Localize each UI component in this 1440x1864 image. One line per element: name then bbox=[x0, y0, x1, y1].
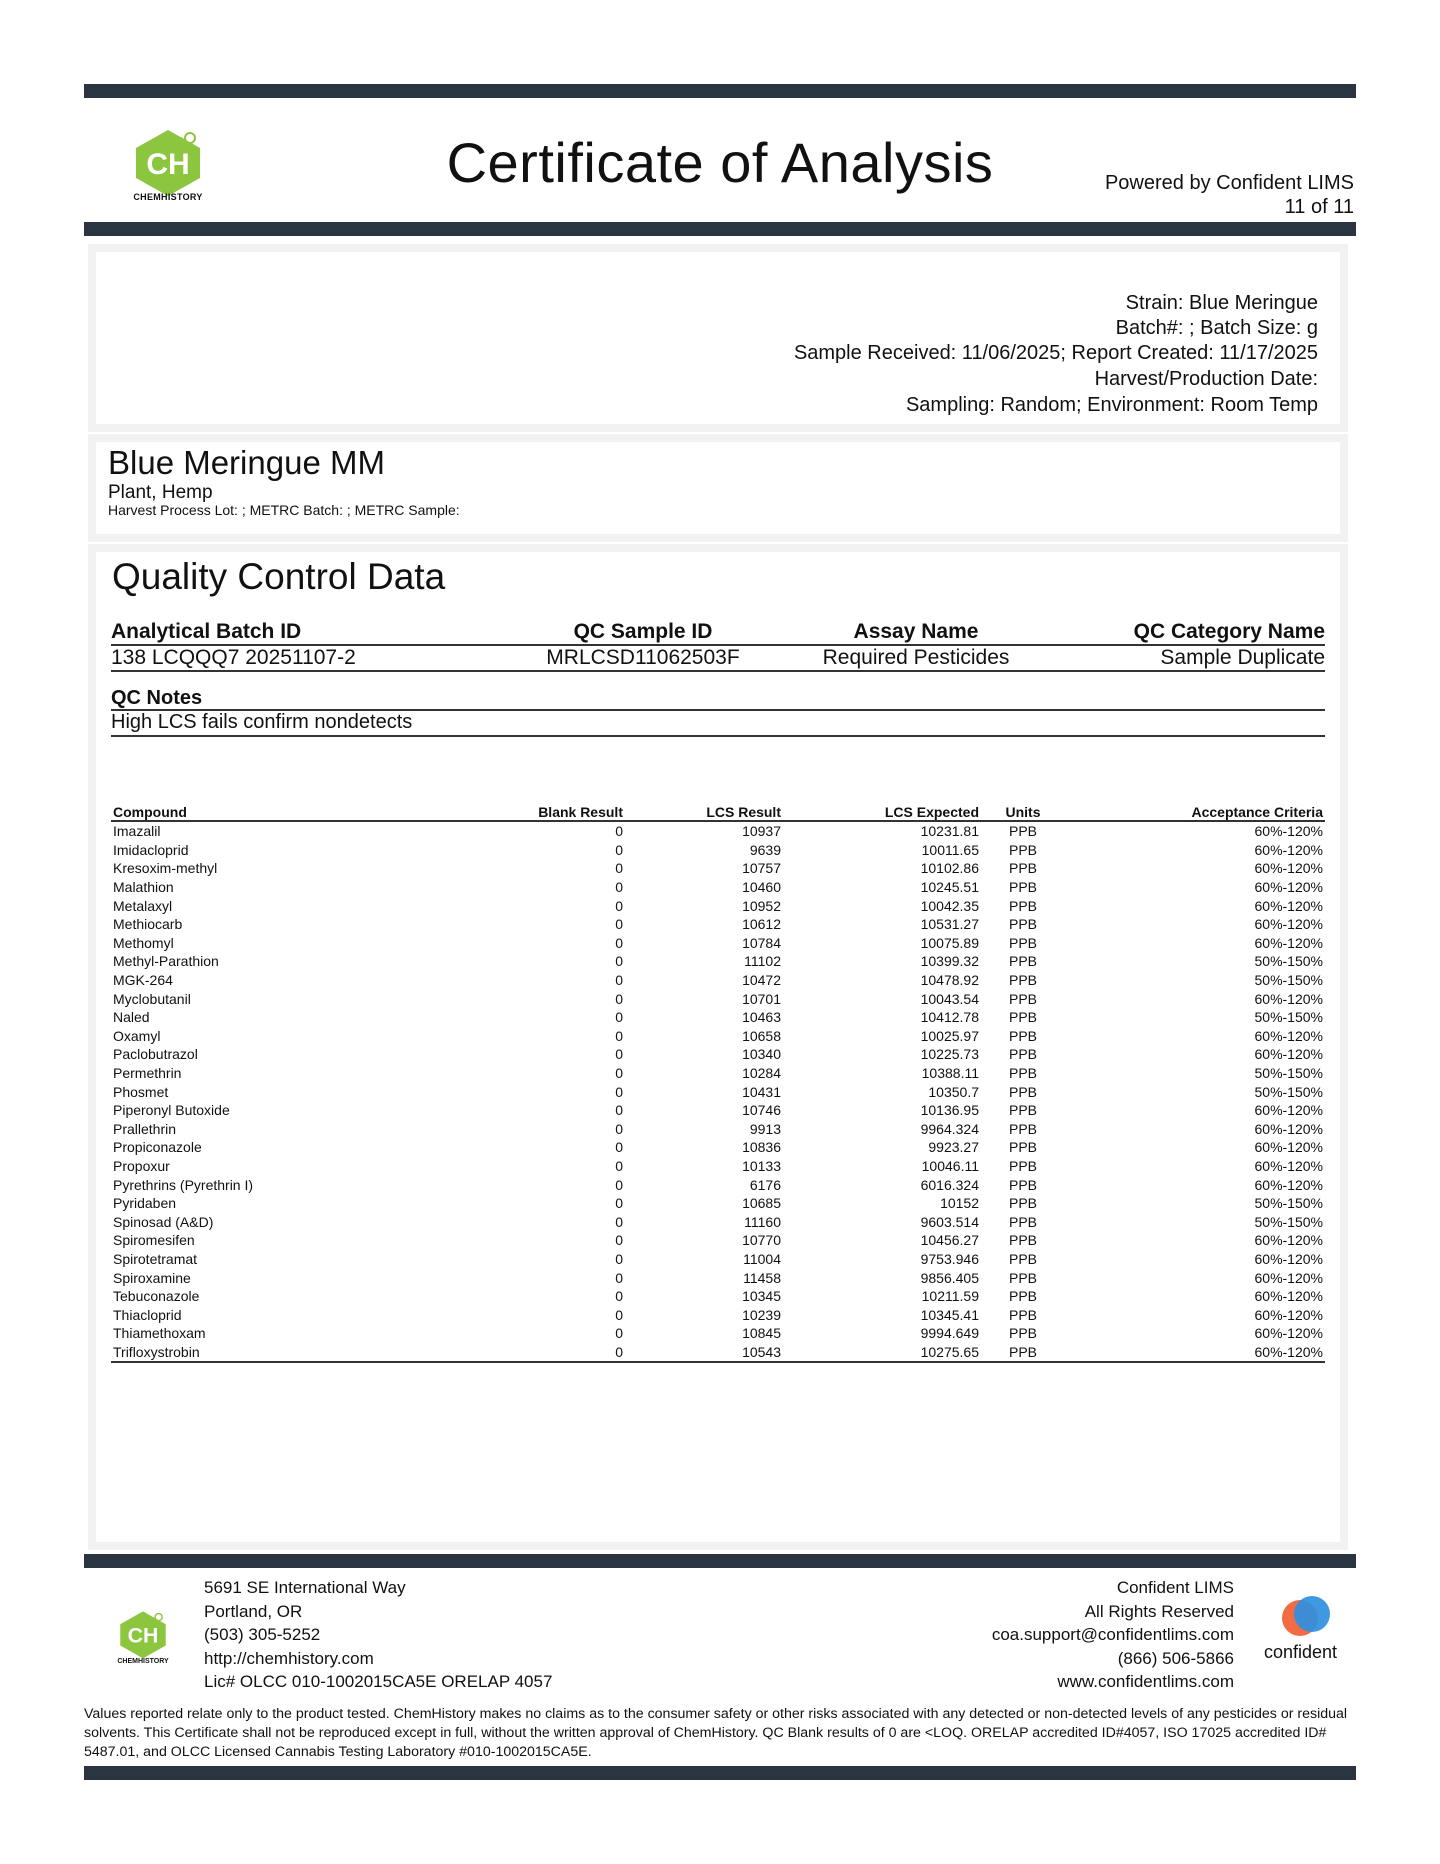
compound-row bbox=[111, 1324, 1325, 1343]
blank-result: 0 bbox=[615, 1306, 623, 1323]
compound-row bbox=[111, 821, 1325, 841]
bottom-divider-bar bbox=[84, 1766, 1356, 1780]
compound-row bbox=[111, 952, 1325, 971]
qc-panel bbox=[96, 552, 1340, 1542]
blank-result: 0 bbox=[615, 1046, 623, 1063]
units: PPB bbox=[1008, 841, 1037, 858]
compound-name: Malathion bbox=[113, 879, 174, 896]
compound-name: Trifloxystrobin bbox=[111, 1343, 415, 1363]
lcs-expected: 6016.324 bbox=[920, 1176, 979, 1193]
lcs-result: 10746 bbox=[742, 1102, 781, 1119]
strain-line: Strain: Blue Meringue bbox=[1125, 292, 1318, 314]
qc-summary-values bbox=[111, 646, 1325, 672]
acceptance-criteria: 50%-150% bbox=[1254, 1083, 1323, 1100]
acceptance-criteria: 60%-120% bbox=[1254, 1232, 1323, 1249]
acceptance-criteria: 60%-120% bbox=[1254, 990, 1323, 1007]
compound-name: Imidacloprid bbox=[113, 841, 189, 858]
footer-hexagon-icon bbox=[116, 1610, 170, 1664]
lcs-expected: 9603.514 bbox=[920, 1213, 979, 1230]
powered-by-text: Powered by Confident LIMS bbox=[1104, 172, 1354, 194]
compound-row bbox=[111, 1101, 1325, 1120]
units: PPB bbox=[1008, 823, 1037, 840]
blank-result: 0 bbox=[615, 879, 623, 896]
top-divider-bar bbox=[84, 84, 1356, 98]
lcs-result: 10845 bbox=[742, 1325, 781, 1342]
acceptance-criteria: 60%-120% bbox=[1254, 1250, 1323, 1267]
blank-result: 0 bbox=[615, 1157, 623, 1174]
lcs-result: 10784 bbox=[742, 934, 781, 951]
compound-row bbox=[111, 1194, 1325, 1213]
acceptance-criteria: 50%-150% bbox=[1254, 1009, 1323, 1026]
units: PPB bbox=[1008, 934, 1037, 951]
category-header: QC Category Name bbox=[1133, 620, 1325, 643]
blank-result: 0 bbox=[615, 1102, 623, 1119]
compound-name: Myclobutanil bbox=[113, 990, 191, 1007]
compound-name: Methyl-Parathion bbox=[113, 953, 219, 970]
units: PPB bbox=[1008, 1250, 1037, 1267]
lab-license: Lic# OLCC 010-1002015CA5E ORELAP 4057 bbox=[204, 1672, 553, 1692]
qc-notes-header: QC Notes bbox=[111, 687, 1325, 711]
sample-meta-panel bbox=[96, 252, 1340, 424]
sample-id-header: QC Sample ID bbox=[573, 620, 713, 643]
compound-row bbox=[111, 989, 1325, 1008]
batch-line: Batch#: ; Batch Size: g bbox=[1115, 317, 1318, 339]
compound-name: Naled bbox=[113, 1009, 150, 1026]
lab-phone: (503) 305-5252 bbox=[204, 1625, 321, 1645]
acceptance-criteria: 60%-120% bbox=[1254, 1046, 1323, 1063]
lims-website-link[interactable]: www.confidentlims.com bbox=[1057, 1672, 1234, 1692]
lab-city: Portland, OR bbox=[204, 1601, 303, 1621]
lcs-expected: 9964.324 bbox=[920, 1120, 979, 1137]
compound-row bbox=[111, 878, 1325, 897]
col-lcs-expected: LCS Expected bbox=[783, 802, 981, 821]
lcs-expected: 10102.86 bbox=[920, 860, 979, 877]
compound-row bbox=[111, 1305, 1325, 1324]
compound-row bbox=[111, 1045, 1325, 1064]
lcs-result: 10612 bbox=[742, 916, 781, 933]
units: PPB bbox=[1008, 972, 1037, 989]
lims-rights: All Rights Reserved bbox=[1084, 1601, 1234, 1621]
qc-summary-header bbox=[111, 620, 1325, 646]
units: PPB bbox=[1008, 1325, 1037, 1342]
disclaimer: Values reported relate only to the product tested. ChemHistory makes no claims as to the consumer safety or other risks associated with any detected or non-detected levels of any pesticides or residual solvents. This Certificate shall not be reproduced except in full, without the written approval of ChemHistory. QC Blank results of 0 are <LOQ. ORELAP accredited ID#4057, ISO 17025 accredited ID# 5487.01, and OLCC Licensed Cannabis Testing Laboratory #010-1002015CA5E. bbox=[84, 1706, 1348, 1760]
units: PPB bbox=[1008, 1269, 1037, 1286]
acceptance-criteria: 60%-120% bbox=[1254, 1269, 1323, 1286]
compound-name: Methiocarb bbox=[113, 916, 183, 933]
sample-id-value: MRLCSD11062503F bbox=[546, 646, 740, 669]
col-units: Units bbox=[981, 802, 1065, 821]
lcs-expected: 10345.41 bbox=[920, 1306, 979, 1323]
page-number: 11 of 11 bbox=[1284, 196, 1354, 218]
lims-phone: (866) 506-5866 bbox=[1117, 1648, 1234, 1668]
compound-name: Thiamethoxam bbox=[113, 1325, 206, 1342]
lcs-expected: 10399.32 bbox=[920, 953, 979, 970]
lcs-expected: 9856.405 bbox=[920, 1269, 979, 1286]
compound-row bbox=[111, 1231, 1325, 1250]
units: PPB bbox=[1008, 1102, 1037, 1119]
acceptance-criteria: 60%-120% bbox=[1254, 934, 1323, 951]
compound-name: Piperonyl Butoxide bbox=[113, 1102, 230, 1119]
harvest-line: Harvest/Production Date: bbox=[1094, 368, 1318, 390]
units: PPB bbox=[1008, 1176, 1037, 1193]
col-blank-result: Blank Result bbox=[415, 802, 625, 821]
blank-result: 0 bbox=[615, 990, 623, 1007]
blank-result: 0 bbox=[615, 841, 623, 858]
sample-lots: Harvest Process Lot: ; METRC Batch: ; METRC Sample: bbox=[108, 502, 460, 518]
acceptance-criteria: 50%-150% bbox=[1254, 1213, 1323, 1230]
lcs-result: 10133 bbox=[742, 1157, 781, 1174]
col-lcs-result: LCS Result bbox=[625, 802, 783, 821]
blank-result: 0 bbox=[615, 953, 623, 970]
lcs-expected: 10046.11 bbox=[921, 1157, 979, 1174]
compound-name: Thiacloprid bbox=[113, 1306, 182, 1323]
lcs-expected: 10136.95 bbox=[920, 1102, 979, 1119]
compound-row bbox=[111, 841, 1325, 860]
blank-result: 0 bbox=[615, 1195, 623, 1212]
footer-chemhistory-logo bbox=[116, 1610, 170, 1664]
blank-result: 0 bbox=[615, 1139, 623, 1156]
compound-row bbox=[111, 1250, 1325, 1269]
compound-table bbox=[111, 802, 1325, 1363]
acceptance-criteria: 60%-120% bbox=[1254, 1325, 1323, 1342]
units: PPB bbox=[1008, 1306, 1037, 1323]
sampling-line: Sampling: Random; Environment: Room Temp bbox=[905, 394, 1318, 416]
acceptance-criteria: 60%-120% bbox=[1065, 1343, 1325, 1363]
blank-result: 0 bbox=[615, 897, 623, 914]
compound-name: Tebuconazole bbox=[113, 1288, 200, 1305]
units: PPB bbox=[981, 1343, 1065, 1363]
blank-result: 0 bbox=[615, 1027, 623, 1044]
assay-header: Assay Name bbox=[853, 620, 979, 643]
blank-result: 0 bbox=[615, 1176, 623, 1193]
compound-row bbox=[111, 1287, 1325, 1306]
compound-name: Spiromesifen bbox=[113, 1232, 195, 1249]
lims-name: Confident LIMS bbox=[1116, 1578, 1234, 1597]
units: PPB bbox=[1008, 1157, 1037, 1174]
lcs-result: 10952 bbox=[742, 897, 781, 914]
acceptance-criteria: 50%-150% bbox=[1254, 1065, 1323, 1082]
category-value: Sample Duplicate bbox=[1160, 646, 1325, 669]
compound-name: Kresoxim-methyl bbox=[113, 860, 218, 877]
compound-row bbox=[111, 1082, 1325, 1101]
acceptance-criteria: 60%-120% bbox=[1254, 897, 1323, 914]
units: PPB bbox=[1008, 879, 1037, 896]
lcs-expected: 10456.27 bbox=[920, 1232, 979, 1249]
lcs-result: 11102 bbox=[744, 953, 781, 970]
acceptance-criteria: 50%-150% bbox=[1254, 1195, 1323, 1212]
lcs-expected: 10011.65 bbox=[921, 841, 979, 858]
assay-value: Required Pesticides bbox=[822, 646, 1010, 669]
lcs-result: 10340 bbox=[742, 1046, 781, 1063]
compound-row bbox=[111, 1027, 1325, 1046]
compound-row bbox=[111, 934, 1325, 953]
units: PPB bbox=[1008, 1232, 1037, 1249]
acceptance-criteria: 60%-120% bbox=[1254, 841, 1323, 858]
qc-title: Quality Control Data bbox=[112, 556, 446, 597]
blank-result: 0 bbox=[615, 1083, 623, 1100]
lcs-result: 10937 bbox=[742, 823, 781, 840]
blank-result: 0 bbox=[615, 1269, 623, 1286]
confident-logo-icon bbox=[1262, 1592, 1346, 1640]
lcs-expected: 10388.11 bbox=[921, 1065, 979, 1082]
lcs-expected: 10042.35 bbox=[920, 897, 979, 914]
sample-info-panel bbox=[96, 442, 1340, 534]
compound-row bbox=[111, 1212, 1325, 1231]
blank-result: 0 bbox=[615, 1250, 623, 1267]
batch-id-header: Analytical Batch ID bbox=[111, 620, 302, 643]
acceptance-criteria: 60%-120% bbox=[1254, 860, 1323, 877]
acceptance-criteria: 50%-150% bbox=[1254, 953, 1323, 970]
acceptance-criteria: 60%-120% bbox=[1254, 1120, 1323, 1137]
lcs-expected: 10412.78 bbox=[920, 1009, 979, 1026]
compound-row bbox=[111, 1175, 1325, 1194]
acceptance-criteria: 60%-120% bbox=[1254, 879, 1323, 896]
lcs-expected: 10350.7 bbox=[928, 1083, 979, 1100]
compound-name: Propiconazole bbox=[113, 1139, 202, 1156]
lcs-result: 9913 bbox=[749, 1120, 781, 1137]
acceptance-criteria: 60%-120% bbox=[1254, 1157, 1323, 1174]
compound-name: Pyridaben bbox=[113, 1195, 177, 1212]
blank-result: 0 bbox=[615, 823, 623, 840]
acceptance-criteria: 60%-120% bbox=[1254, 1027, 1323, 1044]
compound-row bbox=[111, 859, 1325, 878]
acceptance-criteria: 60%-120% bbox=[1254, 1306, 1323, 1323]
compound-name: Propoxur bbox=[113, 1157, 170, 1174]
sample-name: Blue Meringue MM bbox=[108, 444, 385, 481]
lcs-result: 11004 bbox=[743, 1250, 781, 1267]
lcs-expected: 10225.73 bbox=[920, 1046, 979, 1063]
units: PPB bbox=[1008, 1288, 1037, 1305]
lcs-result: 10460 bbox=[742, 879, 781, 896]
header-divider-bar bbox=[84, 222, 1356, 236]
lcs-result: 10472 bbox=[742, 972, 781, 989]
qc-notes-value: High LCS fails confirm nondetects bbox=[111, 711, 1325, 737]
units: PPB bbox=[1008, 916, 1037, 933]
compound-name: Permethrin bbox=[113, 1065, 182, 1082]
units: PPB bbox=[1008, 1213, 1037, 1230]
compound-name: Oxamyl bbox=[113, 1027, 161, 1044]
lcs-result: 10239 bbox=[742, 1306, 781, 1323]
lcs-expected: 10043.54 bbox=[920, 990, 979, 1007]
lab-contact bbox=[204, 1576, 552, 1694]
lcs-result: 6176 bbox=[749, 1176, 781, 1193]
compound-name: MGK-264 bbox=[113, 972, 173, 989]
footer-logo-letters: CH bbox=[127, 1623, 159, 1648]
lcs-result: 10463 bbox=[742, 1009, 781, 1026]
lcs-result: 10701 bbox=[742, 990, 781, 1007]
lcs-expected: 10275.65 bbox=[783, 1343, 981, 1363]
compound-row bbox=[111, 1157, 1325, 1176]
compound-row bbox=[111, 896, 1325, 915]
lcs-result: 10757 bbox=[742, 860, 781, 877]
units: PPB bbox=[1008, 1120, 1037, 1137]
lcs-result: 10543 bbox=[625, 1343, 783, 1363]
acceptance-criteria: 60%-120% bbox=[1254, 1139, 1323, 1156]
lcs-result: 10284 bbox=[742, 1065, 781, 1082]
page-title: Certificate of Analysis bbox=[446, 131, 994, 194]
lims-contact bbox=[992, 1576, 1234, 1694]
lcs-expected: 10211.59 bbox=[921, 1288, 979, 1305]
compound-row bbox=[111, 971, 1325, 990]
units: PPB bbox=[1008, 1065, 1037, 1082]
units: PPB bbox=[1008, 860, 1037, 877]
lcs-result: 10770 bbox=[742, 1232, 781, 1249]
acceptance-criteria: 60%-120% bbox=[1254, 823, 1323, 840]
col-acceptance: Acceptance Criteria bbox=[1065, 802, 1325, 821]
lcs-result: 10431 bbox=[742, 1083, 781, 1100]
acceptance-criteria: 60%-120% bbox=[1254, 916, 1323, 933]
blank-result: 0 bbox=[615, 1009, 623, 1026]
blank-result: 0 bbox=[615, 1213, 623, 1230]
lab-website-link[interactable]: http://chemhistory.com bbox=[204, 1648, 374, 1668]
footer-divider-bar bbox=[84, 1554, 1356, 1568]
compound-name: Metalaxyl bbox=[113, 897, 173, 914]
lcs-expected: 10025.97 bbox=[920, 1027, 979, 1044]
blank-result: 0 bbox=[615, 916, 623, 933]
compound-name: Pyrethrins (Pyrethrin I) bbox=[113, 1176, 254, 1193]
blank-result: 0 bbox=[415, 1343, 625, 1363]
units: PPB bbox=[1008, 990, 1037, 1007]
compound-name: Methomyl bbox=[113, 934, 174, 951]
compound-row bbox=[111, 1064, 1325, 1083]
lab-address: 5691 SE International Way bbox=[204, 1578, 406, 1597]
lcs-expected: 9753.946 bbox=[920, 1250, 979, 1267]
blank-result: 0 bbox=[615, 1065, 623, 1082]
sample-type: Plant, Hemp bbox=[108, 482, 213, 503]
logo-letters: CH bbox=[146, 148, 190, 181]
units: PPB bbox=[1008, 1139, 1037, 1156]
lcs-result: 10685 bbox=[742, 1195, 781, 1212]
lcs-expected: 10478.92 bbox=[920, 972, 979, 989]
blank-result: 0 bbox=[615, 934, 623, 951]
compound-name: Imazalil bbox=[113, 823, 161, 840]
compound-name: Spinosad (A&D) bbox=[113, 1213, 214, 1230]
lcs-result: 10836 bbox=[742, 1139, 781, 1156]
compound-row bbox=[111, 1343, 1325, 1363]
blank-result: 0 bbox=[615, 1325, 623, 1342]
compound-name: Spiroxamine bbox=[113, 1269, 191, 1286]
blank-result: 0 bbox=[615, 860, 623, 877]
compound-name: Spirotetramat bbox=[113, 1250, 198, 1267]
lcs-result: 11160 bbox=[744, 1213, 781, 1230]
acceptance-criteria: 60%-120% bbox=[1254, 1102, 1323, 1119]
units: PPB bbox=[1008, 1083, 1037, 1100]
compound-name: Phosmet bbox=[113, 1083, 169, 1100]
compound-table-header bbox=[111, 802, 1325, 821]
compound-row bbox=[111, 1268, 1325, 1287]
lcs-expected: 10152 bbox=[940, 1195, 979, 1212]
blank-result: 0 bbox=[615, 1232, 623, 1249]
acceptance-criteria: 60%-120% bbox=[1254, 1288, 1323, 1305]
compound-name: Paclobutrazol bbox=[113, 1046, 198, 1063]
lcs-expected: 9994.649 bbox=[920, 1325, 979, 1342]
footer-logo-caption: CHEMHISTORY bbox=[117, 1658, 169, 1665]
batch-id-value: 138 LCQQQ7 20251107-2 bbox=[111, 646, 356, 669]
compound-row bbox=[111, 1138, 1325, 1157]
compound-row bbox=[111, 915, 1325, 934]
lcs-expected: 10231.81 bbox=[920, 823, 979, 840]
col-compound: Compound bbox=[111, 802, 415, 821]
compound-row bbox=[111, 1120, 1325, 1139]
blank-result: 0 bbox=[615, 972, 623, 989]
acceptance-criteria: 50%-150% bbox=[1254, 972, 1323, 989]
lcs-result: 11458 bbox=[743, 1269, 781, 1286]
blank-result: 0 bbox=[615, 1120, 623, 1137]
units: PPB bbox=[1008, 1046, 1037, 1063]
lcs-result: 10658 bbox=[742, 1027, 781, 1044]
lcs-expected: 9923.27 bbox=[928, 1139, 979, 1156]
logo-caption: CHEMHISTORY bbox=[133, 192, 203, 202]
units: PPB bbox=[1008, 1027, 1037, 1044]
qc-notes bbox=[111, 687, 1325, 737]
compound-row bbox=[111, 1008, 1325, 1027]
lcs-result: 9639 bbox=[749, 841, 781, 858]
acceptance-criteria: 60%-120% bbox=[1254, 1176, 1323, 1193]
lcs-expected: 10075.89 bbox=[920, 934, 979, 951]
units: PPB bbox=[1008, 953, 1037, 970]
dates-line: Sample Received: 11/06/2025; Report Created: 11/17/2025 bbox=[793, 342, 1318, 364]
units: PPB bbox=[1008, 1009, 1037, 1026]
lcs-expected: 10531.27 bbox=[920, 916, 979, 933]
lims-email-link[interactable]: coa.support@confidentlims.com bbox=[991, 1625, 1234, 1645]
compound-name: Prallethrin bbox=[113, 1120, 177, 1137]
compound-table-body bbox=[111, 821, 1325, 1362]
units: PPB bbox=[1008, 897, 1037, 914]
confident-wordmark: confident bbox=[1264, 1642, 1338, 1662]
blank-result: 0 bbox=[615, 1288, 623, 1305]
lcs-result: 10345 bbox=[742, 1288, 781, 1305]
lcs-expected: 10245.51 bbox=[920, 879, 979, 896]
qc-summary bbox=[111, 620, 1325, 672]
units: PPB bbox=[1008, 1195, 1037, 1212]
